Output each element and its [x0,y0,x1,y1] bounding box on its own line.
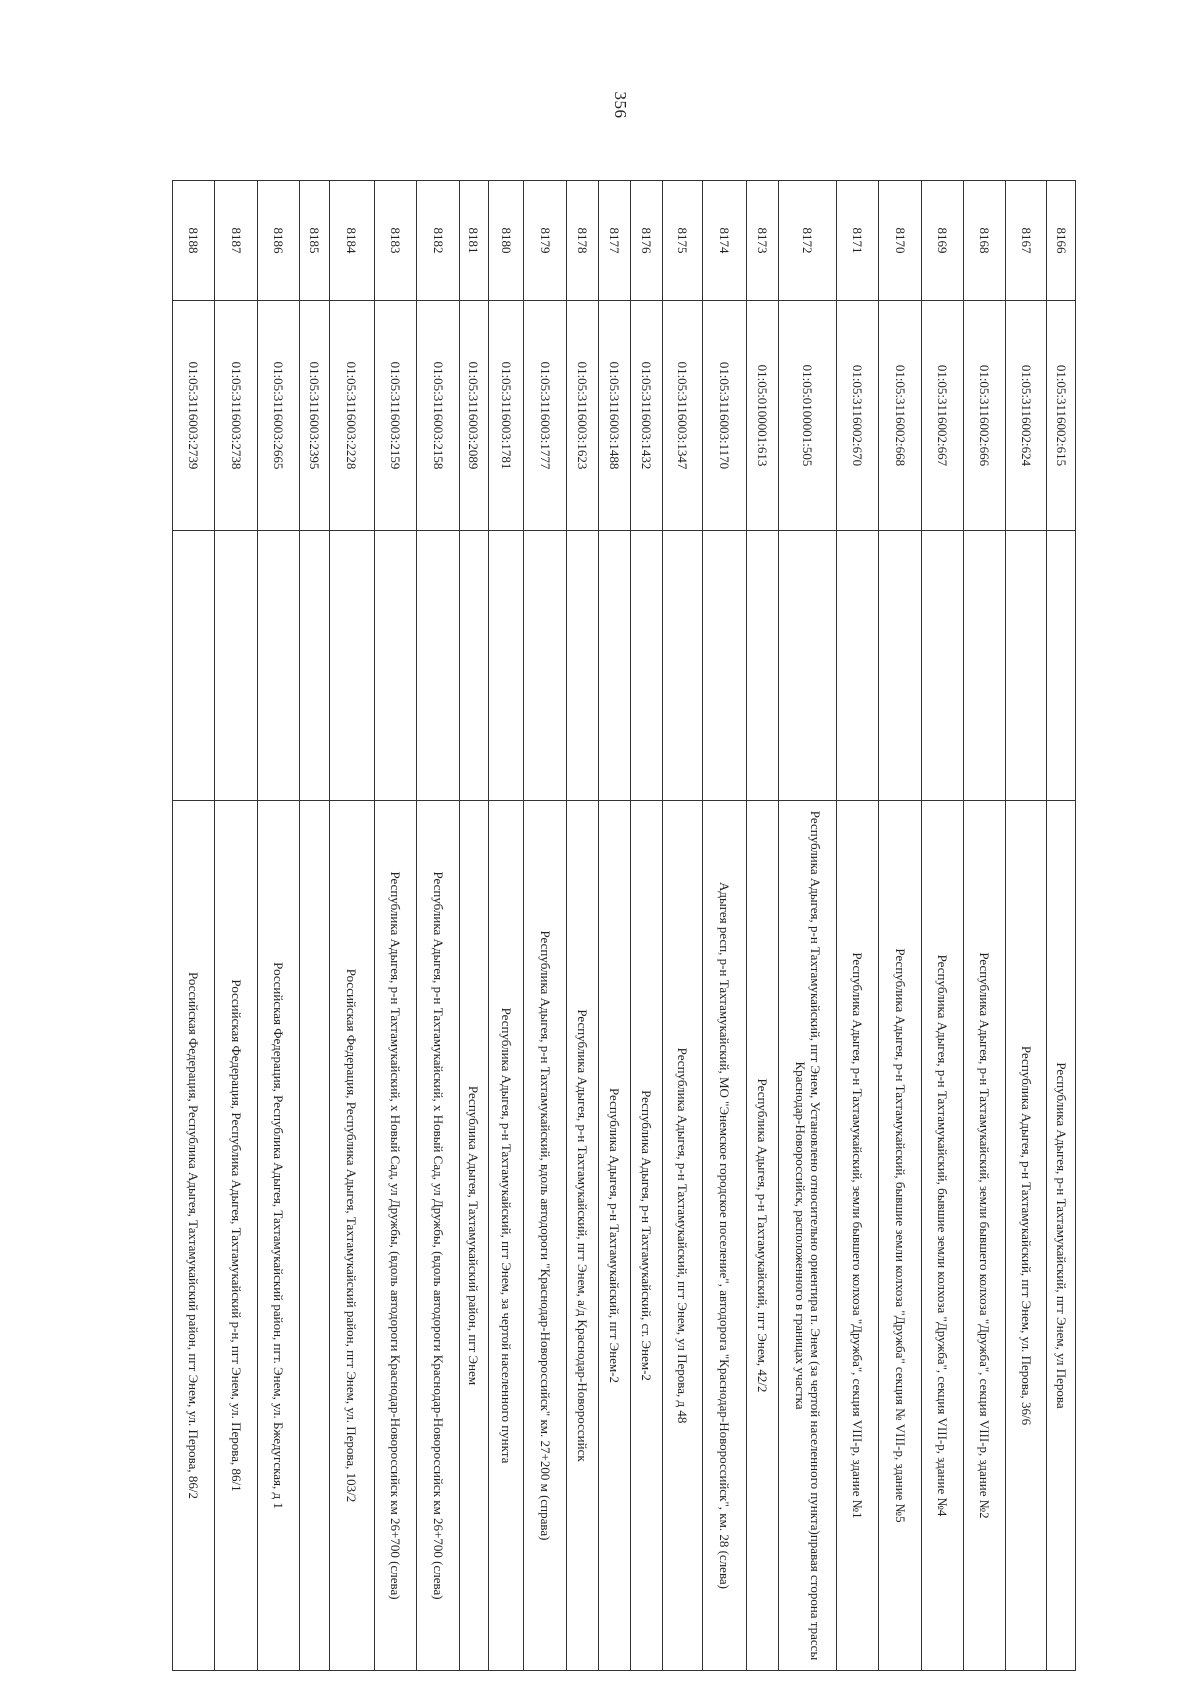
row-number: 8179 [524,181,567,301]
address: Республика Адыгея, р-н Тахтамукайский, пгт Энем, а/д Краснодар-Новороссийск [567,801,599,1671]
empty-cell [173,531,216,801]
cadastral-number: 01:05:0100001:505 [778,301,836,531]
address [300,801,330,1671]
table-row [662,181,702,1671]
table-row [489,181,524,1671]
address: Республика Адыгея, р-н Тахтамукайский, пгт Энем, за чертой населенного пункта [489,801,524,1671]
address: Республика Адыгея, р-н Тахтамукайский, пгт Энем, Установлено относительно ориентира п. Энем (за чертой населенного пункта)правая сторона трассы Краснодар-Новороссийск, расположенного в границах участка [778,801,836,1671]
empty-cell [524,531,567,801]
address: Республика Адыгея, р-н Тахтамукайский, пгт Энем, ул Перова [1047,801,1076,1671]
empty-cell [567,531,599,801]
table-row [215,181,257,1671]
cadastral-number: 01:05:3116003:2159 [375,301,417,531]
table-row [417,181,459,1671]
cadastral-number: 01:05:3116002:667 [921,301,963,531]
cadastral-number: 01:05:3116002:624 [1006,301,1047,531]
address: Российская Федерация, Республика Адыгея, Тахтамукайский р-н, пгт Энем, ул. Перова, 86/1 [215,801,257,1671]
cadastral-number: 01:05:3116003:2089 [459,301,489,531]
cadastral-number: 01:05:3116002:615 [1047,301,1076,531]
table-row [630,181,662,1671]
row-number: 8181 [459,181,489,301]
address: Российская Федерация, Республика Адыгея, Тахтамукайский район, пгт. Энем, ул. Бжедугская, д 1 [257,801,299,1671]
empty-cell [879,531,921,801]
table-row [567,181,599,1671]
empty-cell [599,531,631,801]
row-number: 8173 [747,181,779,301]
cadastral-number: 01:05:3116003:2738 [215,301,257,531]
table-row [702,181,746,1671]
row-number: 8183 [375,181,417,301]
empty-cell [747,531,779,801]
row-number: 8184 [329,181,374,301]
row-number: 8171 [837,181,879,301]
empty-cell [489,531,524,801]
cadastral-number: 01:05:3116002:666 [963,301,1005,531]
address: Республика Адыгея, р-н Тахтамукайский, земли бывшего колхоза "Дружба", секция VIII-р, здание №2 [963,801,1005,1671]
cadastral-number: 01:05:0100001:613 [747,301,779,531]
row-number: 8172 [778,181,836,301]
address: Республика Адыгея, Тахтамукайский район, пгт Энем [459,801,489,1671]
row-number: 8178 [567,181,599,301]
address: Республика Адыгея, р-н Тахтамукайский, пгт Энем, ул. Перова, 36/6 [1006,801,1047,1671]
address: Республика Адыгея, р-н Тахтамукайский, ст. Энем-2 [630,801,662,1671]
address: Республика Адыгея, р-н Тахтамукайский, вдоль автодороги "Краснодар-Новороссийск" км. 27+200 м (справа) [524,801,567,1671]
cadastral-number: 01:05:3116003:1781 [489,301,524,531]
cadastral-number: 01:05:3116003:1777 [524,301,567,531]
cadastral-number: 01:05:3116003:2395 [300,301,330,531]
cadastral-number: 01:05:3116003:2158 [417,301,459,531]
address: Республика Адыгея, р-н Тахтамукайский, пгт Энем, ул Перова, д 48 [662,801,702,1671]
registry-table-container [172,180,1076,1670]
row-number: 8169 [921,181,963,301]
row-number: 8177 [599,181,631,301]
registry-table [172,180,1076,1671]
address: Республика Адыгея, р-н Тахтамукайский, х Новый Сад, ул Дружбы, (вдоль автодороги Краснодар-Новороссийск км 26+700 (слева) [375,801,417,1671]
row-number: 8186 [257,181,299,301]
row-number: 8170 [879,181,921,301]
table-row [173,181,216,1671]
table-row [879,181,921,1671]
address: Республика Адыгея, р-н Тахтамукайский, бывшие земли колхоза "Дружба", секция VIII-р, здание №4 [921,801,963,1671]
row-number: 8185 [300,181,330,301]
table-row [459,181,489,1671]
row-number: 8188 [173,181,216,301]
cadastral-number: 01:05:3116003:1347 [662,301,702,531]
table-row [599,181,631,1671]
empty-cell [702,531,746,801]
row-number: 8182 [417,181,459,301]
row-number: 8187 [215,181,257,301]
table-row [837,181,879,1671]
table-row [524,181,567,1671]
row-number: 8175 [662,181,702,301]
empty-cell [963,531,1005,801]
empty-cell [921,531,963,801]
empty-cell [837,531,879,801]
address: Российская Федерация, Республика Адыгея, Тахтамукайский район, пгт Энем, ул. Перова, 103/2 [329,801,374,1671]
empty-cell [329,531,374,801]
cadastral-number: 01:05:3116003:1623 [567,301,599,531]
table-row [921,181,963,1671]
cadastral-number: 01:05:3116003:1432 [630,301,662,531]
table-body [173,181,1076,1671]
empty-cell [215,531,257,801]
address: Адыгея респ, р-н Тахтамукайский, МО "Энемское городское поселение", автодорога "Краснодар-Новороссийск", км. 28 (слева) [702,801,746,1671]
row-number: 8180 [489,181,524,301]
table-row [963,181,1005,1671]
row-number: 8174 [702,181,746,301]
empty-cell [1047,531,1076,801]
table-row [1047,181,1076,1671]
cadastral-number: 01:05:3116003:2665 [257,301,299,531]
cadastral-number: 01:05:3116003:1170 [702,301,746,531]
page-number: 356 [611,91,630,119]
address: Республика Адыгея, р-н Тахтамукайский, бывшие земли колхоза "Дружба" секция № VIII-р, здание №5 [879,801,921,1671]
empty-cell [257,531,299,801]
empty-cell [375,531,417,801]
table-row [778,181,836,1671]
row-number: 8168 [963,181,1005,301]
empty-cell [417,531,459,801]
empty-cell [778,531,836,801]
address: Российская Федерация, Республика Адыгея, Тахтамукайский район, пгт Энем, ул. Перова, 86/2 [173,801,216,1671]
table-row [1006,181,1047,1671]
table-row [747,181,779,1671]
row-number: 8166 [1047,181,1076,301]
cadastral-number: 01:05:3116002:670 [837,301,879,531]
empty-cell [1006,531,1047,801]
row-number: 8167 [1006,181,1047,301]
table-row [375,181,417,1671]
address: Республика Адыгея, р-н Тахтамукайский, пгт Энем-2 [599,801,631,1671]
row-number: 8176 [630,181,662,301]
table-row [300,181,330,1671]
cadastral-number: 01:05:3116003:2739 [173,301,216,531]
address: Республика Адыгея, р-н Тахтамукайский, х Новый Сад, ул Дружбы, (вдоль автодороги Краснодар-Новороссийск км 26+700 (слева) [417,801,459,1671]
address: Республика Адыгея, р-н Тахтамукайский, пгт Энем, 42/2 [747,801,779,1671]
empty-cell [630,531,662,801]
empty-cell [459,531,489,801]
cadastral-number: 01:05:3116003:1488 [599,301,631,531]
cadastral-number: 01:05:3116003:2228 [329,301,374,531]
empty-cell [662,531,702,801]
table-row [329,181,374,1671]
cadastral-number: 01:05:3116002:668 [879,301,921,531]
table-row [257,181,299,1671]
address: Республика Адыгея, р-н Тахтамукайский, земли бывшего колхоза "Дружба", секция VIII-р, здание №1 [837,801,879,1671]
empty-cell [300,531,330,801]
